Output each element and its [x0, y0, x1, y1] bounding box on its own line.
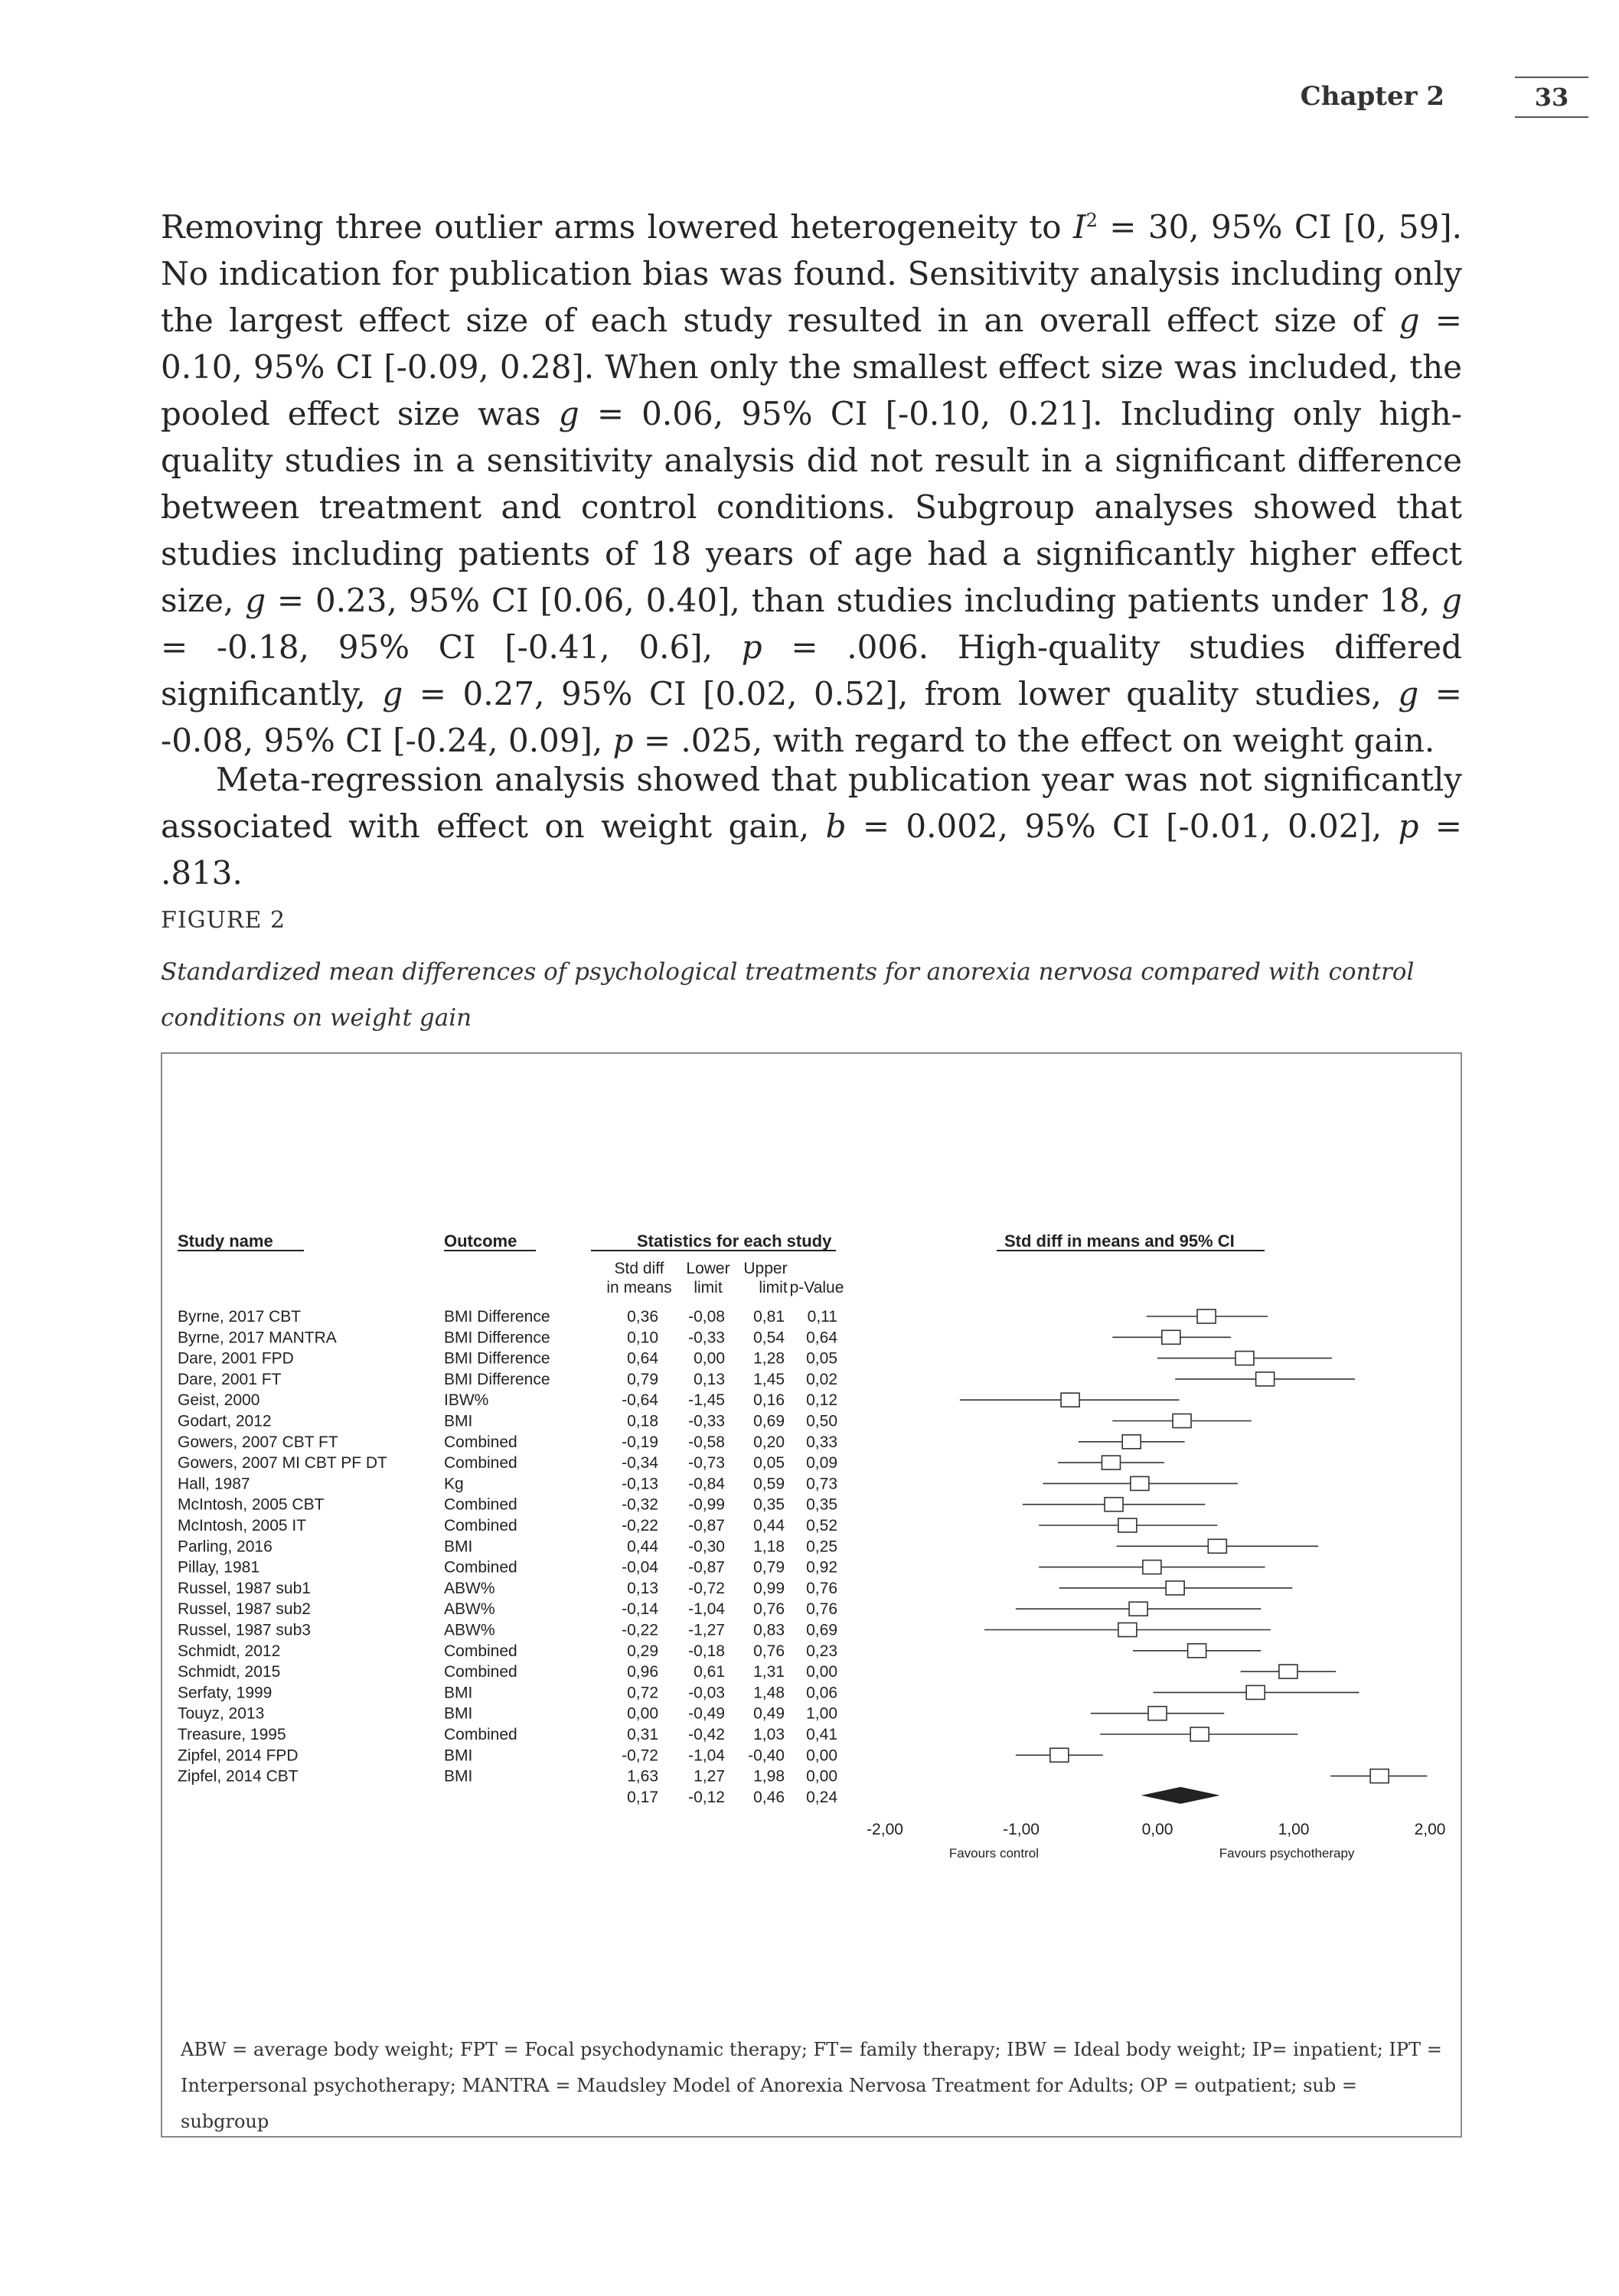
- study-p-value: 0,00: [806, 1663, 837, 1681]
- study-upper: 0,69: [753, 1412, 785, 1430]
- study-lower: 1,27: [694, 1767, 725, 1786]
- effect-marker: [1256, 1372, 1275, 1386]
- effect-marker: [1131, 1476, 1149, 1490]
- study-upper: 0,76: [753, 1642, 785, 1660]
- study-effect: -0,22: [622, 1621, 658, 1639]
- study-name: Godart, 2012: [178, 1412, 272, 1430]
- study-effect: 0,00: [627, 1704, 658, 1723]
- subheader-lower-limit: limit: [694, 1279, 723, 1296]
- effect-marker: [1122, 1435, 1141, 1449]
- study-name: Treasure, 1995: [178, 1726, 286, 1743]
- study-upper: 0,35: [753, 1495, 785, 1514]
- study-outcome: Combined: [444, 1642, 517, 1660]
- study-lower: -1,04: [688, 1746, 725, 1765]
- study-upper: 0,54: [753, 1329, 785, 1347]
- study-lower: -0,08: [688, 1308, 725, 1326]
- study-lower: -0,72: [688, 1579, 725, 1597]
- study-lower: -0,30: [688, 1538, 725, 1556]
- study-upper: 0,59: [753, 1475, 785, 1493]
- study-lower: 0,00: [694, 1349, 725, 1368]
- effect-marker: [1235, 1352, 1254, 1365]
- study-outcome: Combined: [444, 1517, 517, 1534]
- overall-p-value: 0,24: [806, 1788, 837, 1806]
- study-p-value: 0,69: [806, 1621, 837, 1639]
- study-p-value: 0,64: [806, 1329, 837, 1347]
- study-upper: 1,03: [753, 1726, 785, 1743]
- study-p-value: 0,12: [806, 1391, 837, 1410]
- study-name: McIntosh, 2005 CBT: [178, 1495, 325, 1514]
- study-name: Dare, 2001 FT: [178, 1370, 282, 1388]
- effect-marker: [1118, 1623, 1137, 1637]
- effect-marker: [1197, 1309, 1216, 1323]
- effect-marker: [1246, 1685, 1265, 1699]
- study-outcome: Combined: [444, 1726, 517, 1743]
- study-upper: 1,28: [753, 1349, 785, 1368]
- effect-marker: [1370, 1769, 1389, 1783]
- study-effect: 0,96: [627, 1663, 658, 1681]
- figure-label: FIGURE 2: [161, 907, 286, 934]
- effect-marker: [1102, 1456, 1120, 1469]
- forest-plot: [162, 1054, 1461, 2136]
- study-name: Schmidt, 2015: [178, 1663, 281, 1681]
- study-p-value: 0,11: [807, 1308, 837, 1326]
- paragraph-1: Removing three outlier arms lowered heterogeneity to $I^2 = 30$, 95% CI [0, 59]. No indication for publication bias was found. Sensitivity analysis including only the largest effect size of each study resulted in an overall effect size of g = 0.10, 95% CI [-0.09, 0.28]. When only the smallest effect size was included, the pooled effect size was g = 0.06, 95% CI [-0.10, 0.21]. Including only high-quality studies in a sensitivity analysis did not result in a significant difference between treatment and control conditions. Subgroup analyses showed that studies including patients of 18 years of age had a significantly higher effect size, g = 0.23, 95% CI [0.06, 0.40], than studies including patients under 18, g = -0.18, 95% CI [-0.41, 0.6], p = .006. High-quality studies differed significantly, g = 0.27, 95% CI [0.02, 0.52], from lower quality studies, g = -0.08, 95% CI [-0.24, 0.09], p = .025, with regard to the effect on weight gain.: [161, 208, 1463, 759]
- study-effect: -0,64: [622, 1391, 658, 1410]
- figure-box: [161, 1052, 1462, 2138]
- study-lower: 0,61: [694, 1663, 725, 1681]
- subheader-std-diff: Std diff: [614, 1260, 664, 1277]
- study-p-value: 0,50: [806, 1412, 837, 1430]
- study-lower: -0,33: [688, 1329, 725, 1347]
- study-upper: 1,48: [753, 1684, 785, 1702]
- effect-marker: [1279, 1665, 1297, 1678]
- x-tick-label: 0,00: [1141, 1820, 1173, 1838]
- study-p-value: 0,02: [806, 1370, 837, 1388]
- study-outcome: Combined: [444, 1495, 517, 1514]
- paragraph-2: Meta-regression analysis showed that publication year was not significantly associated with effect on weight gain, b = 0.002, 95% CI [-0.01, 0.02], p = .813.: [161, 761, 1463, 892]
- x-tick-label: -1,00: [1003, 1820, 1040, 1838]
- x-tick-label: 1,00: [1278, 1820, 1310, 1838]
- study-upper: 1,98: [753, 1767, 785, 1786]
- effect-marker: [1061, 1393, 1079, 1407]
- study-lower: -0,87: [688, 1558, 725, 1577]
- study-upper: 1,45: [753, 1370, 785, 1388]
- study-upper: 0,83: [753, 1621, 785, 1639]
- header-plot: Std diff in means and 95% CI: [1004, 1231, 1235, 1251]
- study-lower: -1,27: [688, 1621, 725, 1639]
- figure-footnote: ABW = average body weight; FPT = Focal psychodynamic therapy; FT= family therapy; IBW = Ideal body weight; IP= inpatient; IPT = Interpersonal psychotherapy; MANTRA = Maudsley Model of Anorexia Nervosa Treatment for Adults; OP = outpatient; sub = subgroup: [181, 2039, 1442, 2132]
- study-outcome: Kg: [444, 1475, 464, 1493]
- figure-caption: Standardized mean differences of psychological treatments for anorexia nervosa compared with control conditions on weight gain: [161, 958, 1415, 1032]
- study-lower: -0,33: [688, 1412, 725, 1430]
- study-lower: -0,18: [688, 1642, 725, 1660]
- effect-marker: [1190, 1727, 1209, 1741]
- study-p-value: 1,00: [806, 1704, 837, 1723]
- study-name: Touyz, 2013: [178, 1704, 265, 1723]
- study-effect: -0,04: [622, 1558, 658, 1577]
- study-name: Russel, 1987 sub3: [178, 1621, 311, 1639]
- study-name: Pillay, 1981: [178, 1558, 260, 1577]
- study-p-value: 0,41: [806, 1726, 837, 1743]
- study-name: Byrne, 2017 MANTRA: [178, 1329, 337, 1347]
- study-name: Gowers, 2007 MI CBT PF DT: [178, 1454, 387, 1473]
- study-effect: -0,32: [622, 1495, 658, 1514]
- study-name: Geist, 2000: [178, 1391, 260, 1410]
- study-lower: -0,49: [688, 1704, 725, 1723]
- study-name: Gowers, 2007 CBT FT: [178, 1433, 338, 1451]
- study-upper: 0,44: [753, 1517, 785, 1534]
- study-effect: 0,13: [627, 1579, 658, 1597]
- study-name: Zipfel, 2014 FPD: [178, 1746, 299, 1765]
- overall-lower: -0,12: [688, 1788, 725, 1806]
- study-name: Russel, 1987 sub1: [178, 1579, 311, 1597]
- study-p-value: 0,73: [806, 1475, 837, 1493]
- overall-diamond: [1141, 1787, 1220, 1804]
- study-effect: -0,19: [622, 1433, 658, 1451]
- study-outcome: ABW%: [444, 1579, 495, 1597]
- study-outcome: Combined: [444, 1663, 517, 1681]
- study-lower: -0,73: [688, 1454, 725, 1473]
- study-effect: 0,36: [627, 1308, 658, 1326]
- study-p-value: 0,76: [806, 1600, 837, 1619]
- study-outcome: BMI Difference: [444, 1329, 550, 1347]
- header-study-name: Study name: [178, 1231, 273, 1251]
- study-outcome: Combined: [444, 1433, 517, 1451]
- study-outcome: ABW%: [444, 1600, 495, 1619]
- study-outcome: BMI: [444, 1412, 473, 1430]
- study-name: McIntosh, 2005 IT: [178, 1517, 307, 1534]
- study-outcome: BMI: [444, 1684, 473, 1702]
- effect-marker: [1143, 1561, 1161, 1574]
- favours-psychotherapy-label: Favours psychotherapy: [1219, 1845, 1355, 1861]
- study-outcome: BMI: [444, 1538, 473, 1556]
- study-upper: 0,99: [753, 1579, 785, 1597]
- study-p-value: 0,06: [806, 1684, 837, 1702]
- effect-marker: [1208, 1539, 1226, 1553]
- study-effect: 0,29: [627, 1642, 658, 1660]
- page-number: 33: [1515, 77, 1588, 118]
- study-upper: -0,40: [748, 1746, 785, 1765]
- study-p-value: 0,52: [806, 1517, 837, 1534]
- study-outcome: ABW%: [444, 1621, 495, 1639]
- chapter-title: Chapter 2: [1300, 81, 1444, 112]
- study-p-value: 0,76: [806, 1579, 837, 1597]
- study-outcome: BMI Difference: [444, 1349, 550, 1368]
- study-name: Dare, 2001 FPD: [178, 1349, 294, 1368]
- study-upper: 0,20: [753, 1433, 785, 1451]
- study-upper: 0,49: [753, 1704, 785, 1723]
- study-lower: -0,99: [688, 1495, 725, 1514]
- study-lower: 0,13: [694, 1370, 725, 1388]
- study-outcome: BMI: [444, 1767, 473, 1786]
- study-upper: 0,16: [753, 1391, 785, 1410]
- header-outcome: Outcome: [444, 1231, 517, 1251]
- effect-marker: [1129, 1602, 1147, 1616]
- study-name: Zipfel, 2014 CBT: [178, 1767, 299, 1786]
- study-upper: 1,31: [753, 1663, 785, 1681]
- x-tick-label: 2,00: [1414, 1820, 1446, 1838]
- study-effect: -0,22: [622, 1517, 658, 1534]
- study-lower: -0,58: [688, 1433, 725, 1451]
- study-outcome: BMI Difference: [444, 1370, 550, 1388]
- study-lower: -0,84: [688, 1475, 725, 1493]
- overall-effect: 0,17: [627, 1788, 658, 1806]
- x-tick-label: -2,00: [867, 1820, 903, 1838]
- study-effect: -0,14: [622, 1600, 658, 1619]
- study-upper: 0,81: [753, 1308, 785, 1326]
- study-upper: 1,18: [753, 1538, 785, 1556]
- study-effect: 0,44: [627, 1538, 658, 1556]
- study-effect: -0,13: [622, 1475, 658, 1493]
- effect-marker: [1188, 1644, 1206, 1658]
- study-effect: 1,63: [627, 1767, 658, 1786]
- study-name: Serfaty, 1999: [178, 1684, 273, 1702]
- study-outcome: Combined: [444, 1454, 517, 1473]
- study-name: Russel, 1987 sub2: [178, 1600, 311, 1619]
- effect-marker: [1118, 1518, 1137, 1532]
- study-lower: -0,42: [688, 1726, 725, 1743]
- overall-upper: 0,46: [753, 1788, 785, 1806]
- subheader-upper-limit: limit: [759, 1279, 788, 1296]
- study-upper: 0,76: [753, 1600, 785, 1619]
- header-statistics: Statistics for each study: [637, 1231, 832, 1251]
- study-name: Byrne, 2017 CBT: [178, 1308, 302, 1326]
- subheader-upper: Upper: [743, 1260, 788, 1277]
- study-name: Parling, 2016: [178, 1538, 273, 1556]
- study-upper: 0,79: [753, 1558, 785, 1577]
- subheader-lower: Lower: [686, 1260, 730, 1277]
- study-p-value: 0,92: [806, 1558, 837, 1577]
- study-outcome: BMI: [444, 1704, 473, 1723]
- study-effect: 0,10: [627, 1329, 658, 1347]
- study-lower: -0,03: [688, 1684, 725, 1702]
- study-p-value: 0,23: [806, 1642, 837, 1660]
- effect-marker: [1148, 1707, 1167, 1720]
- study-effect: 0,79: [627, 1370, 658, 1388]
- study-lower: -0,87: [688, 1517, 725, 1534]
- study-outcome: IBW%: [444, 1391, 489, 1410]
- study-outcome: Combined: [444, 1558, 517, 1577]
- study-p-value: 0,33: [806, 1433, 837, 1451]
- effect-marker: [1166, 1581, 1184, 1595]
- favours-control-label: Favours control: [948, 1845, 1039, 1861]
- subheader-p-value: p-Value: [789, 1279, 844, 1296]
- subheader-in-means: in means: [606, 1279, 672, 1296]
- study-p-value: 0,09: [806, 1454, 837, 1473]
- study-lower: -1,04: [688, 1600, 725, 1619]
- study-effect: 0,31: [627, 1726, 658, 1743]
- effect-marker: [1173, 1414, 1191, 1428]
- effect-marker: [1162, 1330, 1180, 1344]
- study-outcome: BMI Difference: [444, 1308, 550, 1326]
- study-p-value: 0,00: [806, 1767, 837, 1786]
- study-effect: 0,18: [627, 1412, 658, 1430]
- study-outcome: BMI: [444, 1746, 473, 1765]
- study-effect: -0,72: [622, 1746, 658, 1765]
- study-lower: -1,45: [688, 1391, 725, 1410]
- effect-marker: [1050, 1748, 1069, 1762]
- study-p-value: 0,05: [806, 1349, 837, 1368]
- study-upper: 0,05: [753, 1454, 785, 1473]
- effect-marker: [1105, 1498, 1123, 1512]
- study-effect: 0,72: [627, 1684, 658, 1702]
- study-p-value: 0,25: [806, 1538, 837, 1556]
- study-p-value: 0,35: [806, 1495, 837, 1514]
- study-name: Schmidt, 2012: [178, 1642, 281, 1660]
- study-effect: 0,64: [627, 1349, 658, 1368]
- study-name: Hall, 1987: [178, 1475, 250, 1493]
- study-effect: -0,34: [622, 1454, 658, 1473]
- study-p-value: 0,00: [806, 1746, 837, 1765]
